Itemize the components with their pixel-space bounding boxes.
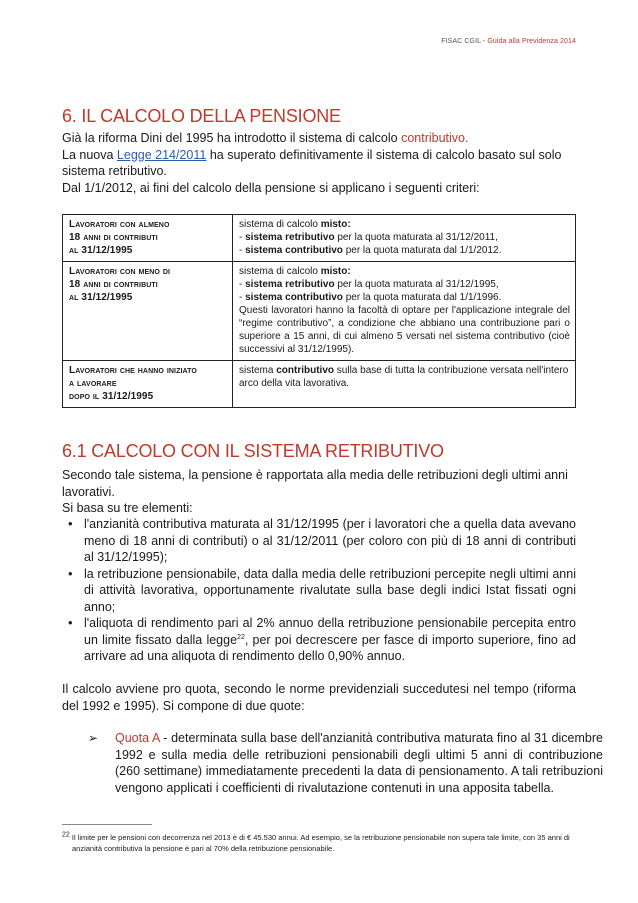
rule-lead-bold: contributivo	[276, 365, 335, 376]
category-line: a lavorare	[69, 378, 117, 389]
rule-lead-bold: misto:	[320, 266, 351, 277]
rule-dash: -	[239, 292, 246, 303]
intro-paragraph-1	[62, 130, 576, 147]
table-cell-rule	[233, 361, 576, 408]
section-6-1-title: 6.1 CALCOLO CON IL SISTEMA RETRIBUTIVO	[62, 441, 444, 461]
table-row	[63, 262, 576, 361]
header-org: FISAC CGIL	[441, 38, 481, 45]
list-item-text: la retribuzione pensionabile, data dalla media delle retribuzioni percepite negli ultimi anni di attività lavorativa, opportunamente rivalutate sulla base degli indici Istat fissati ogni anno;	[84, 566, 576, 614]
rule-item-bold: sistema retributivo	[245, 232, 335, 243]
rule-dash: -	[239, 279, 246, 290]
retributivo-paragraph-1: Secondo tale sistema, la pensione è rapportata alla media delle retribuzioni degli ultimi anni lavorativi.	[62, 468, 568, 499]
rule-item-bold: sistema contributivo	[245, 245, 343, 256]
bullet-icon: •	[68, 516, 73, 531]
rule-item	[239, 244, 570, 257]
bullet-icon: •	[68, 615, 73, 630]
rule-tail-text: sulla base di tutta la contribuzione versata nell'intero arco della vita lavorativa.	[239, 365, 569, 389]
rule-dash: -	[239, 232, 246, 243]
rule-item	[239, 291, 570, 304]
rule-lead-bold: misto:	[320, 219, 351, 230]
rule-lead-text: sistema di calcolo	[239, 266, 321, 277]
category-line: Lavoratori che hanno iniziato	[69, 365, 197, 376]
rule-note: Questi lavoratori hanno la facoltà di optare per l'applicazione integrale del “regime contributivo”, a condizione che abbiano una contribuzione pari o superiore a 15 anni, di cui almeno 5 versati nel sistema contributivo (cioè successivi al 31/12/1995).	[239, 305, 570, 355]
section-6-title: 6. IL CALCOLO DELLA PENSIONE	[62, 106, 341, 126]
rule-item-text: per la quota maturata al 31/12/2011,	[334, 232, 498, 243]
intro2-text: La nuova	[62, 147, 117, 162]
rule-dash: -	[239, 245, 246, 256]
category-line: Lavoratori con almeno	[69, 219, 170, 230]
list-item	[62, 516, 576, 566]
list-item-text: l'aliquota di rendimento pari al 2% annuo della retribuzione pensionabile percepita entro un limite fissato dalla legge	[84, 616, 576, 647]
footnote-divider	[62, 824, 152, 825]
rule-lead	[239, 364, 570, 390]
quota-a-text: - determinata sulla base dell'anzianità contributiva maturata fino al 31 dicembre 1992 e sulla media delle retribuzioni pensionabili degli ultimi 5 anni di contribuzione (260 settimane) immediatamente precedenti la data di pensionamento. A tali retribuzioni vengono applicati i coefficienti di rivalutazione contenuti in una apposita tabella.	[115, 731, 603, 795]
rule-lead-text: sistema	[239, 365, 277, 376]
rule-item-text: per la quota maturata dal 1/1/1996.	[342, 292, 502, 303]
category-line: dopo il 31/12/1995	[69, 391, 154, 402]
rule-item	[239, 278, 570, 291]
table-cell-rule	[233, 215, 576, 262]
rule-item-text: per la quota maturata al 31/12/1995,	[334, 279, 499, 290]
table-row	[63, 215, 576, 262]
section-6-intro	[62, 130, 576, 196]
header-guide: Guida alla Previdenza 2014	[487, 38, 576, 45]
criteria-table	[62, 214, 576, 408]
category-line: Lavoratori con meno di	[69, 266, 171, 277]
category-line: 18 anni di contributi	[69, 279, 158, 290]
intro-paragraph-3: Dal 1/1/2012, ai fini del calcolo della pensione si applicano i seguenti criteri:	[62, 180, 480, 195]
header-separator: -	[480, 38, 488, 45]
table-cell-category	[63, 361, 233, 408]
footnote-number: 22	[62, 831, 70, 839]
arrow-bullet-icon: ➢	[88, 731, 99, 745]
intro-paragraph-2	[62, 147, 576, 180]
category-line: 18 anni di contributi	[69, 232, 158, 243]
table-cell-category	[63, 262, 233, 361]
list-item	[62, 615, 576, 665]
rule-lead-text: sistema di calcolo	[239, 219, 321, 230]
category-line: al 31/12/1995	[69, 292, 133, 303]
law-link[interactable]: Legge 214/2011	[116, 147, 207, 162]
table-row	[63, 361, 576, 408]
intro1-text: Già la riforma Dini del 1995 ha introdotto il sistema di calcolo	[62, 131, 402, 145]
list-item-text-tail: , per poi decrescere per fasce di importo superiore, fino ad arrivare ad una aliquota di rendimento dello 0,90% annuo.	[84, 632, 577, 663]
page-header	[441, 38, 576, 45]
rule-item-text: per la quota maturata dal 1/1/2012.	[342, 245, 502, 256]
footnote-ref[interactable]: 22	[237, 633, 245, 641]
quota-a-label: Quota A	[115, 731, 160, 745]
calculation-paragraph: Il calcolo avviene pro quota, secondo le norme previdenziali succedutesi nel tempo (riforma del 1992 e 1995). Si compone di due quote:	[62, 682, 576, 713]
intro2-text-tail: ha superato definitivamente il sistema di calcolo basato sul solo sistema retributivo.	[62, 147, 562, 178]
rule-lead	[239, 218, 570, 231]
footnote-text: Il limite per le pensioni con decorrenza nel 2013 è di € 45.530 annui. Ad esempio, se la retribuzione pensionabile non supera tale limite, con 35 anni di anzianità contributiva la pensione è pari al 70% della retribuzione pensionabile.	[69, 833, 570, 853]
table-cell-category	[63, 215, 233, 262]
retributivo-paragraph-2: Si basa su tre elementi:	[62, 501, 193, 515]
list-item	[62, 566, 576, 616]
footnote	[62, 832, 586, 854]
rule-lead	[239, 265, 570, 278]
bullet-icon: •	[68, 565, 73, 581]
list-item-text: l'anzianità contributiva maturata al 31/12/1995 (per i lavoratori che a quella data avevano meno di 18 anni di contributi) o al 31/12/2011 (per coloro con più di 18 anni di contributi al 31/12/1995);	[84, 517, 576, 564]
rule-item	[239, 231, 570, 244]
rule-item-bold: sistema retributivo	[245, 279, 335, 290]
table-cell-rule	[233, 262, 576, 361]
category-line: al 31/12/1995	[69, 245, 133, 256]
rule-item-bold: sistema contributivo	[245, 292, 343, 303]
quota-a-item	[88, 730, 603, 796]
section-6-1-intro	[62, 467, 576, 517]
intro1-highlight: contributivo.	[401, 131, 469, 145]
elements-list	[62, 516, 576, 665]
